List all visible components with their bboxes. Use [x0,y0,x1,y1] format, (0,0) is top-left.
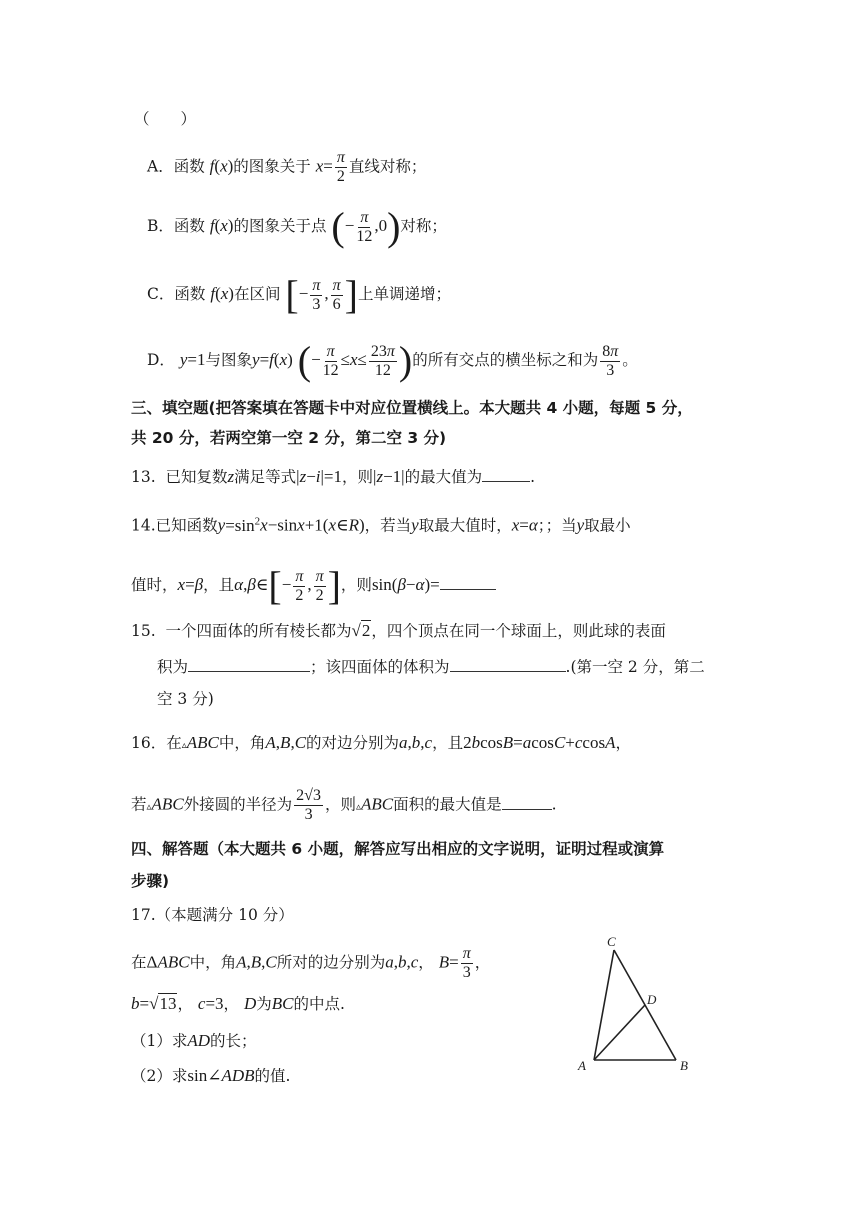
label-d: D [647,992,657,1007]
label-b: B [680,1058,688,1073]
question-13: 13. 已知复数z满足等式|z−i|=1，则|z−1|的最大值为 . [131,467,536,486]
question-14: 14.已知函数$y=\sin^2x-\sin x+1(x\in R)$，若当y取最大值时，x=α；；当y取最小 [131,515,631,535]
label-a: A [578,1058,586,1073]
option-c: C．函数 f(x)在区间 [− $\frac{\pi}{3}$ , $\frac{\pi}{6}$ ]上单调递增； [147,272,451,317]
question-17-part1: （1）求AD的长； [131,1031,257,1050]
median-ad [594,1005,645,1060]
answer-paren: （ ） [134,110,197,128]
option-d: D． y=1与图象y=f(x) (− $\frac{\pi}{12}$ ≤x≤ $\frac{23\pi}{12}$ )的所有交点的横坐标之和为 $\frac{8\pi}{3}$ 。 [147,338,638,383]
question-16: 16．在▵ABC中，角A,B,C的对边分别为a,b,c，且2bcosB=acosC+ccosA， [131,733,631,752]
question-14-line2: 值时，x=β，且α,β∈[− $\frac{\pi}{2}$ , $\frac{\pi}{2}$ ]，则sin(β−α)= [131,566,496,606]
question-15-line3: 空 3 分) [157,690,214,708]
question-15: 15. 一个四面体的所有棱长都为√2，四个顶点在同一个球面上，则此球的表面 [131,621,666,640]
section-fill-title: 三、填空题(把答案填在答题卡中对应位置横线上。本大题共 4 小题，每题 5 分， [131,399,693,417]
question-17-part2: （2）求sin∠ADB的值. [131,1066,291,1085]
option-b: B．函数 f(x)的图象关于点 (− $\frac{\pi}{12}$ ,0)对称； [147,204,447,249]
edge-ac [594,950,614,1060]
triangle-figure [572,930,702,1080]
label-c: C [607,934,616,949]
section-fill-title-2: 共 20 分，若两空第一空 2 分，第二空 3 分) [131,429,447,447]
section-solve-title: 四、解答题（本大题共 6 小题，解答应写出相应的文字说明，证明过程或演算 [131,840,665,858]
section-solve-title-2: 步骤) [131,872,170,890]
question-17-header: 17.（本题满分 10 分） [131,906,294,924]
question-17-line1: 在ΔABC中，角A,B,C所对的边分别为a,b,c， B= $\frac{\pi}{3}$ ， [131,945,491,981]
question-17-line2: b=√13， c=3， D为BC的中点. [131,994,345,1013]
option-a: A．函数 f(x)的图象关于 x= $\frac{\pi}{2}$ 直线对称； [147,149,427,185]
question-16-line2: 若▵ABC外接圆的半径为 $\frac{2√3}{3}$ ，则▵ABC面积的最大值是 . [131,787,557,823]
question-15-line2: 积为 ；该四面体的体积为 .(第一空 2 分，第二 [157,655,705,678]
